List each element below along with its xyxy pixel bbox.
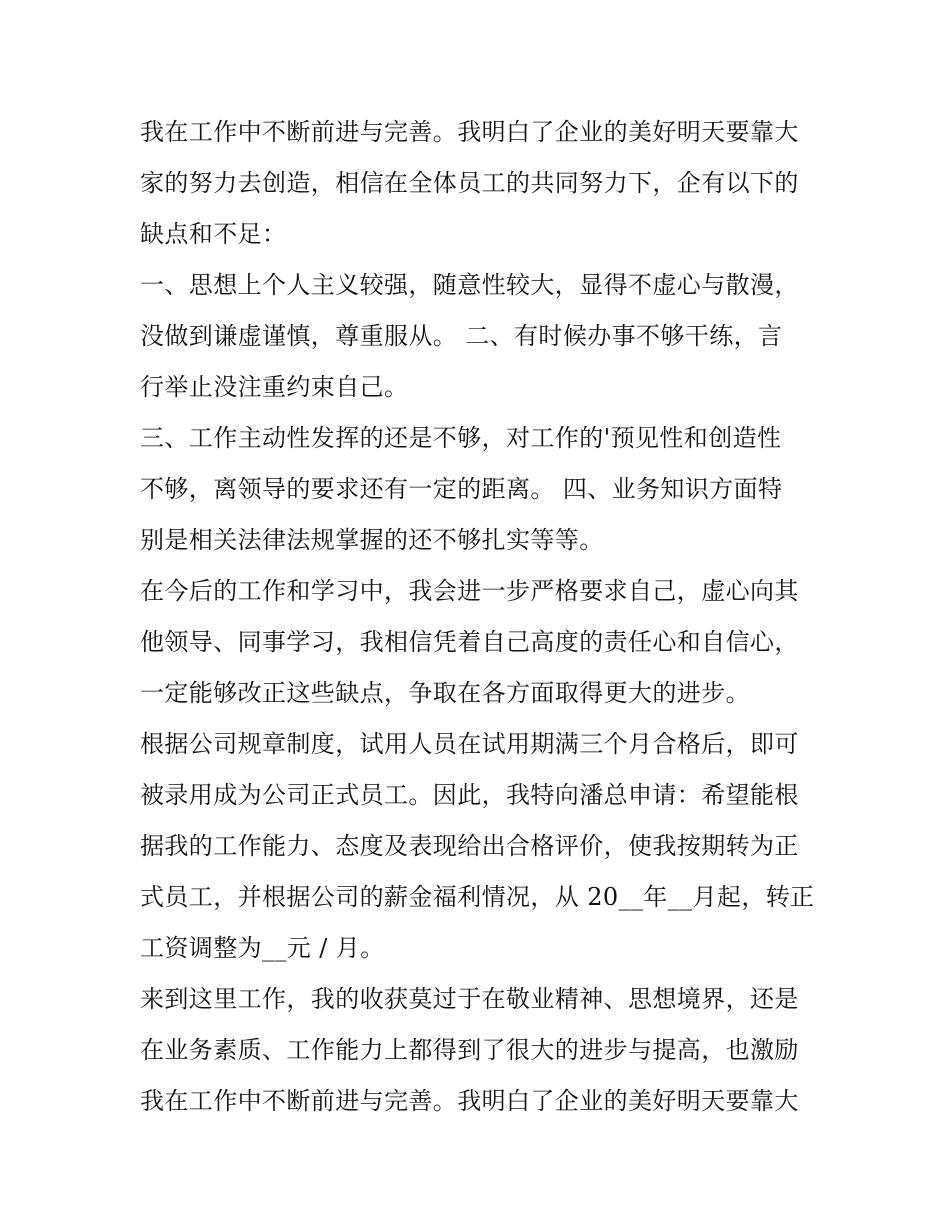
text-line: 行举止没注重约束自己。	[140, 373, 409, 401]
text-line: 不够，离领导的要求还有一定的距离。 四、业务知识方面特	[140, 475, 783, 503]
text-line: 一、思想上个人主义较强，随意性较大，显得不虚心与散漫，	[140, 271, 799, 299]
text-line: 来到这里工作，我的收获莫过于在敬业精神、思想境界，还是	[140, 985, 799, 1013]
paragraph-5	[140, 719, 815, 974]
text-line: 工资调整为__元 / 月。	[140, 934, 385, 962]
paragraph-6	[140, 974, 815, 1127]
text-line: 根据公司规章制度，试用人员在试用期满三个月合格后，即可	[140, 730, 799, 758]
text-line: 据我的工作能力、态度及表现给出合格评价，使我按期转为正	[140, 832, 799, 860]
text-line: 一定能够改正这些缺点，争取在各方面取得更大的进步。	[140, 679, 750, 707]
text-line: 被录用成为公司正式员工。因此，我特向潘总申请：希望能根	[140, 781, 799, 809]
paragraph-2	[140, 260, 815, 413]
text-line: 三、工作主动性发挥的还是不够，对工作的'预见性和创造性	[140, 424, 782, 452]
text-line: 没做到谦虚谨慎，尊重服从。 二、有时候办事不够干练，言	[140, 322, 783, 350]
document-body	[140, 107, 815, 1127]
paragraph-4	[140, 566, 815, 719]
text-line: 在业务素质、工作能力上都得到了很大的进步与提高，也激励	[140, 1036, 799, 1064]
text-line: 缺点和不足：	[140, 220, 287, 248]
paragraph-3	[140, 413, 815, 566]
text-line: 家的努力去创造，相信在全体员工的共同努力下，企有以下的	[140, 169, 799, 197]
text-line: 我在工作中不断前进与完善。我明白了企业的美好明天要靠大	[140, 118, 799, 146]
text-line: 式员工，并根据公司的薪金福利情况，从 20__年__月起，转正	[140, 883, 815, 911]
text-line: 他领导、同事学习，我相信凭着自己高度的责任心和自信心，	[140, 628, 799, 656]
text-line: 在今后的工作和学习中，我会进一步严格要求自己，虚心向其	[140, 577, 799, 605]
paragraph-1	[140, 107, 815, 260]
text-line: 别是相关法律法规掌握的还不够扎实等等。	[140, 526, 604, 554]
text-line: 我在工作中不断前进与完善。我明白了企业的美好明天要靠大	[140, 1087, 799, 1115]
